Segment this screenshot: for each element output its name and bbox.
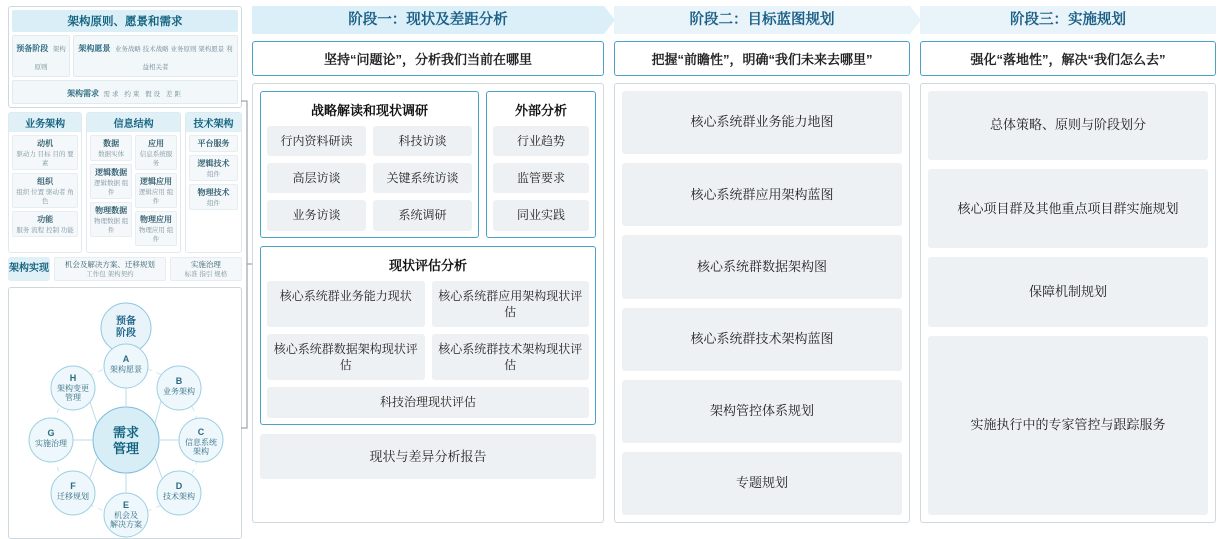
list-item[interactable]: 科技访谈 — [373, 126, 472, 156]
information-structure-column — [86, 112, 181, 253]
is-application — [135, 135, 177, 170]
svg-text:解决方案: 解决方案 — [110, 520, 142, 530]
list-item[interactable]: 系统调研 — [373, 200, 472, 230]
svg-text:H: H — [69, 373, 77, 384]
is-physical-data — [90, 202, 132, 237]
svg-text:D: D — [175, 481, 183, 492]
phase-2-header — [614, 6, 910, 34]
phase-2-header-label: 阶段二：目标蓝图规划 — [689, 12, 835, 28]
impl-governance-sub: 标准 指引 规格 — [184, 271, 228, 279]
prelim-phase-cell — [12, 35, 70, 77]
is-logicalapp-sub: 逻辑应用 组件 — [138, 189, 174, 205]
svg-text:管理: 管理 — [112, 441, 140, 457]
ta-logical-sub: 组件 — [207, 171, 220, 178]
phase-1-header — [252, 6, 604, 34]
togaf-framework-panel — [8, 6, 242, 539]
phase-2 — [614, 6, 910, 523]
adm-cycle-diagram — [8, 287, 242, 539]
svg-text:需求: 需求 — [112, 425, 140, 441]
strategy-research-card — [260, 91, 479, 238]
ba-organization-sub: 组织 位置 驱动者 角色 — [16, 189, 74, 205]
prelim-phase-title: 预备阶段 — [16, 44, 49, 53]
svg-text:G: G — [47, 428, 55, 439]
phase-3-subtitle: 强化“落地性”，解决“我们怎么去” — [920, 41, 1216, 76]
list-item[interactable]: 高层访谈 — [267, 163, 366, 193]
list-item[interactable]: 架构管控体系规划 — [622, 380, 902, 443]
architecture-principles-title: 架构原则、愿景和需求 — [12, 10, 238, 32]
ta-physical-sub: 组件 — [207, 200, 220, 207]
phase-2-panel — [614, 83, 910, 523]
ba-function — [12, 211, 78, 237]
is-logical-sub: 逻辑数据 组件 — [93, 180, 129, 196]
business-architecture-head: 业务架构 — [9, 113, 81, 132]
is-physicalapp-sub: 物理应用 组件 — [138, 227, 174, 243]
ba-organization — [12, 173, 78, 208]
ta-platform-title: 平台服务 — [197, 139, 230, 148]
current-state-title: 现状评估分析 — [388, 257, 467, 273]
list-item[interactable]: 核心系统群技术架构现状评估 — [432, 334, 590, 380]
ta-physical — [189, 184, 238, 210]
list-item[interactable]: 实施执行中的专家管控与跟踪服务 — [928, 336, 1208, 516]
technology-architecture-head: 技术架构 — [186, 113, 241, 132]
list-item[interactable]: 专题规划 — [622, 452, 902, 515]
technology-architecture-column — [185, 112, 242, 253]
phase-2-subtitle: 把握“前瞻性”，明确“我们未来去哪里” — [614, 41, 910, 76]
is-data-title: 数据 — [103, 139, 120, 148]
svg-text:迁移规划: 迁移规划 — [57, 492, 89, 502]
impl-governance-title: 实施治理 — [190, 260, 221, 269]
svg-text:业务架构: 业务架构 — [163, 387, 195, 397]
list-item[interactable]: 保障机制规划 — [928, 257, 1208, 326]
architecture-requirements-band — [12, 80, 238, 104]
architecture-domain-columns — [8, 112, 242, 253]
is-data — [90, 135, 132, 161]
is-app-title: 应用 — [148, 139, 165, 148]
prelim-phase-sub: 架构原则 — [34, 46, 66, 71]
is-physical-sub: 物理数据 组件 — [93, 218, 129, 234]
svg-text:B: B — [175, 376, 183, 387]
list-item[interactable]: 同业实践 — [493, 200, 589, 230]
ba-organization-title: 组织 — [37, 177, 54, 186]
svg-text:管理: 管理 — [65, 393, 81, 403]
svg-text:实施治理: 实施治理 — [35, 439, 67, 449]
list-item[interactable]: 核心系统群应用架构现状评估 — [432, 281, 590, 327]
ta-platform — [189, 135, 238, 152]
svg-text:E: E — [122, 500, 130, 511]
impl-opportunities-title: 机会及解决方案、迁移规划 — [64, 260, 155, 269]
svg-text:机会及: 机会及 — [114, 511, 138, 521]
phase-1-header-label: 阶段一：现状及差距分析 — [348, 12, 508, 28]
is-app-sub: 信息系统服务 — [139, 151, 173, 167]
list-item[interactable]: 关键系统访谈 — [373, 163, 472, 193]
svg-text:架构: 架构 — [193, 447, 209, 457]
svg-text:架构愿景: 架构愿景 — [110, 365, 142, 375]
adm-cycle-svg — [9, 288, 243, 538]
list-item[interactable]: 核心系统群应用架构蓝图 — [622, 163, 902, 226]
is-logical-app — [135, 173, 177, 208]
impl-opportunities-cell — [54, 257, 166, 281]
information-structure-head: 信息结构 — [87, 113, 180, 132]
phase-3-header-label: 阶段三：实施规划 — [1010, 12, 1126, 28]
is-logicalapp-title: 逻辑应用 — [140, 177, 173, 186]
arch-vision-title: 架构愿景 — [78, 44, 111, 53]
phase-1-subtitle: 坚持“问题论”，分析我们当前在哪里 — [252, 41, 604, 76]
architecture-principles-box — [8, 6, 242, 108]
ta-physical-title: 物理技术 — [197, 188, 230, 197]
ba-function-sub: 服务 流程 控制 功能 — [16, 227, 74, 234]
list-item[interactable]: 监管要求 — [493, 163, 589, 193]
svg-text:架构变更: 架构变更 — [57, 384, 89, 394]
svg-text:信息系统: 信息系统 — [185, 438, 217, 448]
ta-logical-title: 逻辑技术 — [197, 159, 230, 168]
current-state-assessment-card — [260, 246, 596, 425]
list-item[interactable]: 业务访谈 — [267, 200, 366, 230]
svg-text:F: F — [70, 481, 76, 492]
list-item[interactable]: 核心系统群数据架构现状评估 — [267, 334, 425, 380]
external-analysis-card — [486, 91, 596, 238]
impl-opportunities-sub: 工作包 架构契约 — [86, 271, 134, 279]
arch-req-sub: 需求 约束 假设 差距 — [103, 91, 183, 98]
arch-vision-cell — [73, 35, 238, 77]
ba-function-title: 功能 — [37, 215, 54, 224]
is-logical-data — [90, 164, 132, 199]
list-item[interactable]: 核心系统群技术架构蓝图 — [622, 308, 902, 371]
arch-vision-sub: 业务战略 技术战略 业务原则 架构愿景 利益相关者 — [114, 46, 233, 71]
phase-3-panel — [920, 83, 1216, 523]
svg-text:A: A — [122, 354, 130, 365]
list-item[interactable]: 核心系统群数据架构图 — [622, 235, 902, 298]
strategy-research-title: 战略解读和现状调研 — [310, 103, 428, 118]
phase-1-panel — [252, 83, 604, 523]
phase-3-header — [920, 6, 1216, 34]
is-logical-title: 逻辑数据 — [95, 168, 128, 177]
list-item[interactable]: 核心项目群及其他重点项目群实施规划 — [928, 169, 1208, 248]
implementation-head: 架构实现 — [8, 257, 50, 281]
phase-1 — [252, 6, 604, 523]
impl-governance-cell — [170, 257, 242, 281]
ba-motivation-sub: 驱动力 目标 目的 要素 — [16, 151, 74, 167]
svg-text:预备: 预备 — [116, 316, 136, 328]
list-item[interactable]: 核心系统群业务能力地图 — [622, 91, 902, 154]
phase-1-report-cell[interactable]: 现状与差异分析报告 — [260, 434, 596, 480]
svg-text:C: C — [197, 427, 205, 438]
svg-text:阶段: 阶段 — [116, 328, 136, 340]
arch-req-title: 架构需求 — [67, 89, 100, 98]
phase-columns — [252, 6, 1224, 523]
list-item[interactable]: 行业趋势 — [493, 126, 589, 156]
is-physicalapp-title: 物理应用 — [140, 215, 173, 224]
phase-2-arrow-icon — [910, 6, 921, 34]
list-item[interactable]: 行内资料研读 — [267, 126, 366, 156]
business-architecture-column — [8, 112, 82, 253]
is-data-sub: 数据实体 — [98, 151, 125, 158]
phase-3 — [920, 6, 1216, 523]
ta-logical — [189, 155, 238, 181]
list-item[interactable]: 科技治理现状评估 — [267, 387, 589, 417]
ba-motivation-title: 动机 — [37, 139, 54, 148]
is-physical-title: 物理数据 — [95, 206, 128, 215]
architecture-implementation-row — [8, 257, 242, 281]
is-physical-app — [135, 211, 177, 246]
list-item[interactable]: 核心系统群业务能力现状 — [267, 281, 425, 327]
svg-text:技术架构: 技术架构 — [163, 492, 195, 502]
architecture-vision-row — [12, 35, 238, 77]
list-item[interactable]: 总体策略、原则与阶段划分 — [928, 91, 1208, 160]
ba-motivation — [12, 135, 78, 170]
external-analysis-title: 外部分析 — [514, 103, 567, 118]
phase-1-arrow-icon — [604, 6, 615, 34]
